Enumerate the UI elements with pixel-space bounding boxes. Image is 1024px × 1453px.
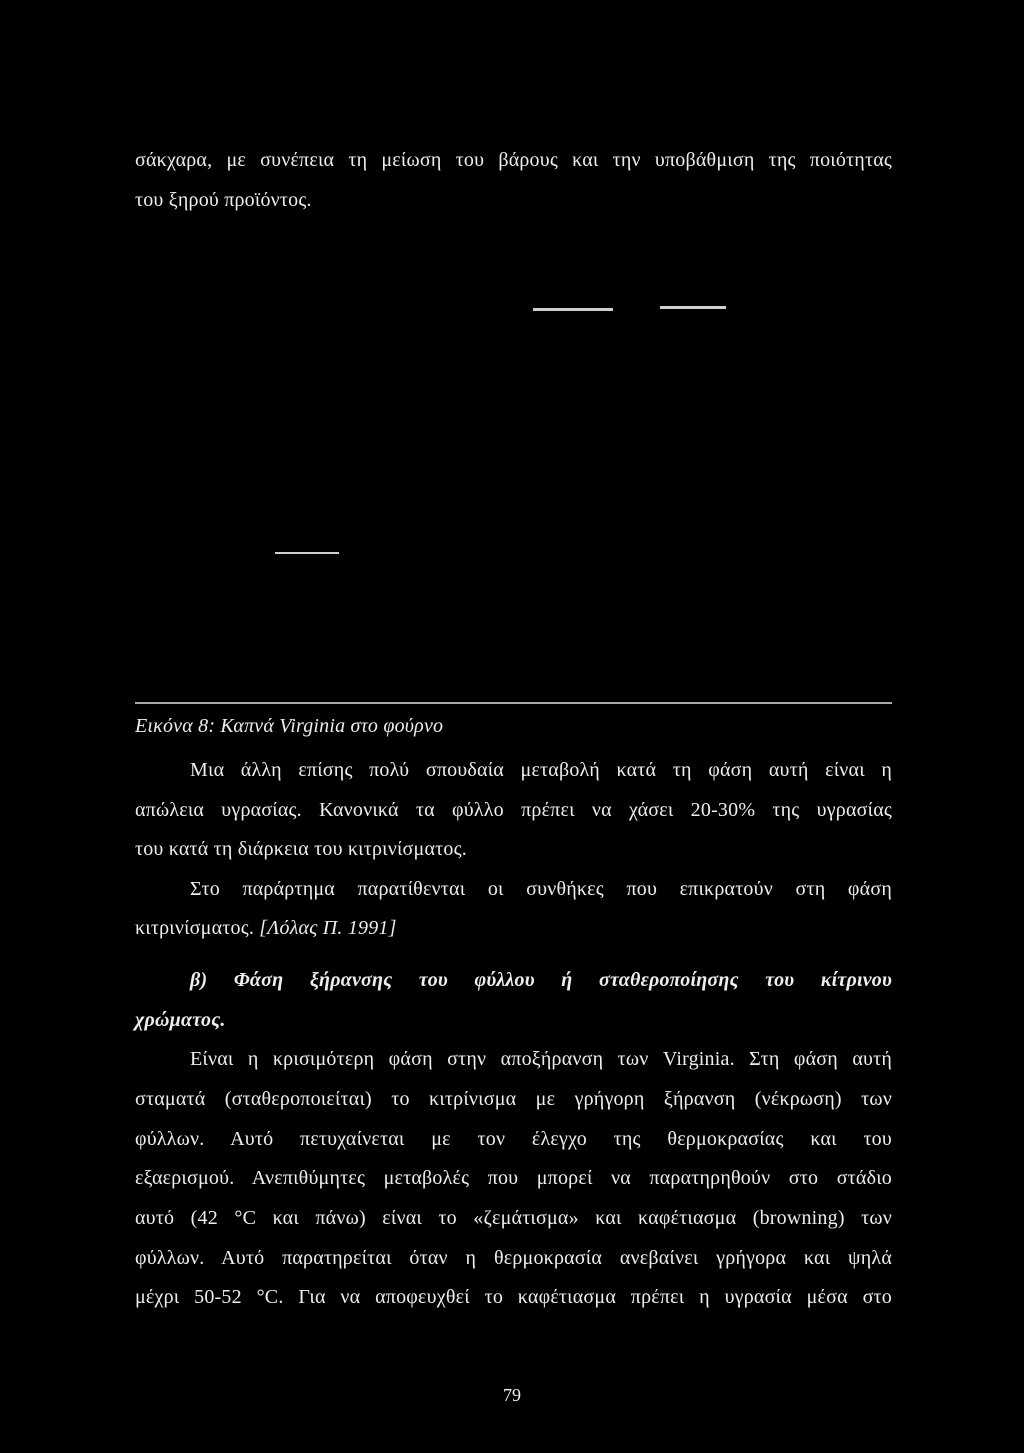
body-text-line: φύλλων. Αυτό παρατηρείται όταν η θερμοκρασία ανεβαίνει γρήγορα και ψηλά: [135, 1247, 892, 1269]
figure-caption: Εικόνα 8: Καπνά Virginia στο φούρνο: [135, 715, 444, 737]
body-text-line: Στο παράρτημα παρατίθενται οι συνθήκες που επικρατούν στη φάση: [190, 878, 892, 900]
citation: [Λόλας Π. 1991]: [259, 917, 397, 939]
scan-artifact: [660, 306, 726, 309]
page-number: 79: [503, 1385, 521, 1405]
body-text-line: απώλεια υγρασίας. Κανονικά τα φύλλο πρέπει να χάσει 20-30% της υγρασίας: [135, 799, 892, 821]
body-text-line: φύλλων. Αυτό πετυχαίνεται με τον έλεγχο της θερμοκρασίας και του: [135, 1128, 892, 1150]
scan-artifact: [275, 552, 339, 554]
scan-artifact: [533, 308, 613, 311]
body-text-line: σταματά (σταθεροποιείται) το κιτρίνισμα με γρήγορη ξήρανση (νέκρωση) των: [135, 1088, 892, 1110]
section-heading-continued: χρώματος.: [135, 1009, 226, 1031]
body-text-line: [135, 916, 892, 940]
figure-bottom-border: [135, 702, 892, 704]
body-text-line: του ξηρού προϊόντος.: [135, 189, 312, 211]
body-text-line: Είναι η κρισιμότερη φάση στην αποξήρανση των Virginia. Στη φάση αυτή: [190, 1048, 892, 1070]
section-heading: β) Φάση ξήρανσης του φύλλου ή σταθεροποίησης του κίτρινου: [190, 969, 892, 991]
body-text-line: του κατά τη διάρκεια του κιτρινίσματος.: [135, 838, 467, 860]
body-text-line: Μια άλλη επίσης πολύ σπουδαία μεταβολή κατά τη φάση αυτή είναι η: [190, 759, 892, 781]
body-text-line: σάκχαρα, με συνέπεια τη μείωση του βάρους και την υποβάθμιση της ποιότητας: [135, 149, 892, 171]
body-text-line: εξαερισμού. Ανεπιθύμητες μεταβολές που μπορεί να παρατηρηθούν στο στάδιο: [135, 1167, 892, 1189]
body-text: κιτρινίσματος.: [135, 917, 255, 939]
figure-photo: [135, 230, 892, 708]
body-text-line: αυτό (42 °C και πάνω) είναι το «ζεμάτισμα» και καφέτιασμα (browning) των: [135, 1207, 892, 1229]
body-text-line: μέχρι 50-52 °C. Για να αποφευχθεί το καφέτιασμα πρέπει η υγρασία μέσα στο: [135, 1286, 892, 1308]
